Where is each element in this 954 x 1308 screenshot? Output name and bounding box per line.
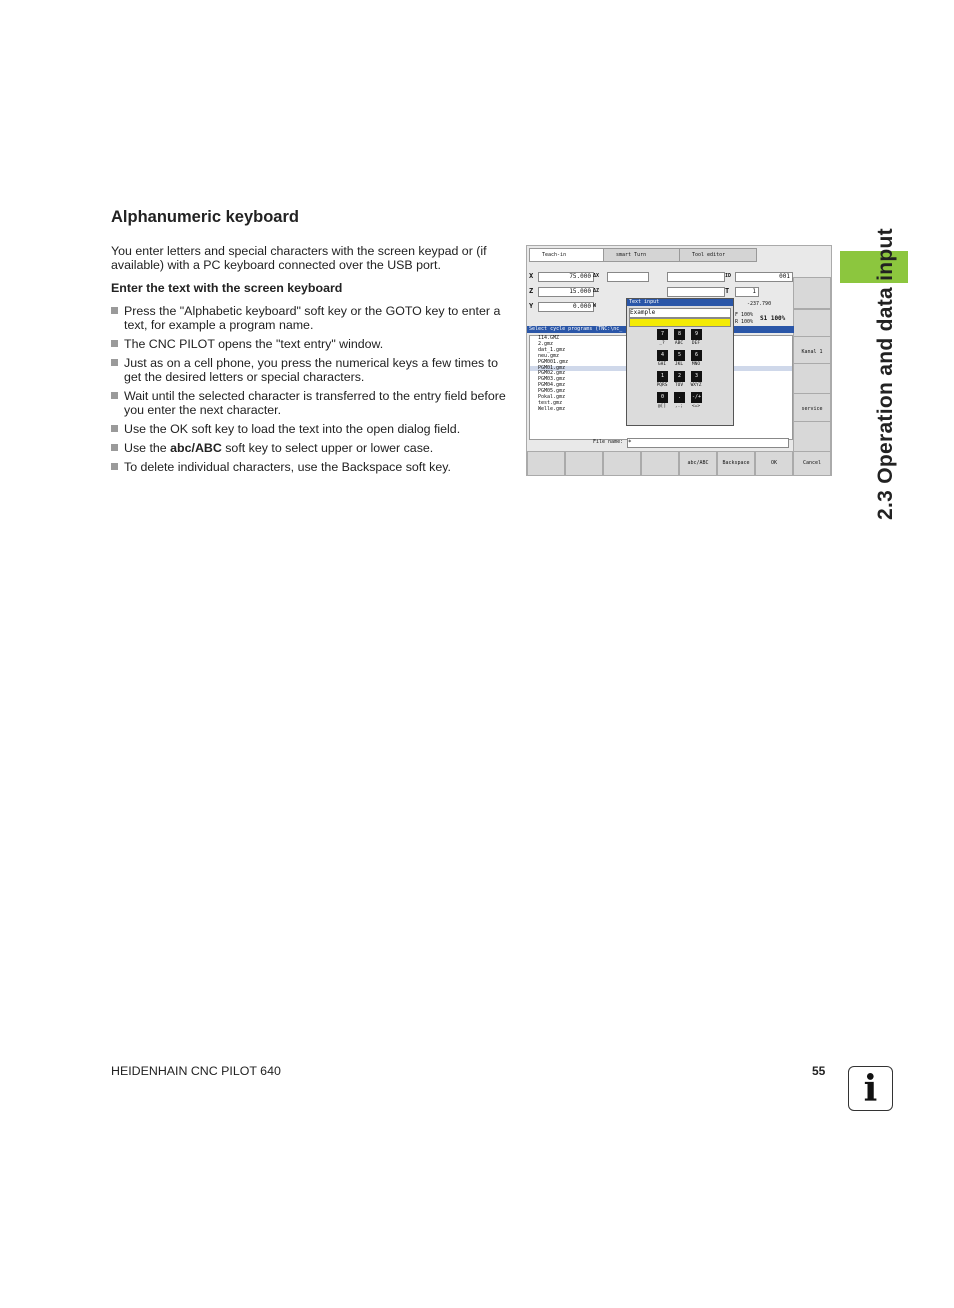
browser-title-bar: Select cycle programs (TNC:\nc_ xyxy=(527,326,794,333)
dialog-title: Text input xyxy=(627,299,733,306)
info-icon: i xyxy=(848,1066,893,1111)
axis-z-value: 15.000 xyxy=(538,287,594,297)
step-item: Use the abc/ABC soft key to select upper or lower case. xyxy=(111,441,511,455)
keypad-key[interactable]: 2 xyxy=(674,371,685,382)
keypad-key-letters: TUV xyxy=(674,383,684,388)
file-list-item[interactable]: Pokal.gmz xyxy=(538,394,566,401)
step-item: Use the OK soft key to load the text into the open dialog field. xyxy=(111,422,511,436)
axis-x-delta: ΔX xyxy=(593,273,600,279)
feed-override: F 100% xyxy=(735,312,754,318)
bottom-softkey-3[interactable] xyxy=(603,451,641,476)
bullet-square-icon xyxy=(111,359,118,366)
tool-value: 1 xyxy=(735,287,759,297)
id-label: ID xyxy=(725,273,732,279)
angle-value: -237.790 xyxy=(747,301,772,307)
step-item: Wait until the selected character is transferred to the entry field before you enter the next character. xyxy=(111,389,511,417)
file-list-item[interactable]: 2.gmz xyxy=(538,340,554,347)
bottom-softkey-4[interactable] xyxy=(641,451,679,476)
axis-x-label: X xyxy=(529,272,534,280)
keypad-key-letters: ,.; xyxy=(674,404,684,409)
file-list-item[interactable]: PGM01.gmz xyxy=(530,366,792,372)
spindle-override: S1 100% xyxy=(760,315,786,322)
axis-z-delta: ΔZ xyxy=(593,288,600,294)
bottom-softkey-1[interactable] xyxy=(527,451,565,476)
axis-y-value: 0.000 xyxy=(538,302,594,312)
keypad-key-letters: DEF xyxy=(691,341,701,346)
keypad-key[interactable]: 8 xyxy=(674,329,685,340)
softkey-backspace[interactable]: Backspace xyxy=(717,451,755,476)
keypad-key[interactable]: 5 xyxy=(674,350,685,361)
section-heading: Alphanumeric keyboard xyxy=(111,208,299,226)
axis-z-label: Z xyxy=(529,287,534,295)
file-list-item[interactable]: PGM02.gmz xyxy=(538,370,566,377)
keypad-key-letters: ABC xyxy=(674,341,684,346)
keypad-key-letters: <=> xyxy=(691,404,701,409)
keypad-key[interactable]: 1 xyxy=(657,371,668,382)
keypad-key[interactable]: . xyxy=(674,392,685,403)
id-value: 001 xyxy=(735,272,793,282)
text-entry-field[interactable]: Example xyxy=(629,308,731,318)
vertical-softkey-4[interactable] xyxy=(793,363,831,395)
file-list-item[interactable]: PGM03.gmz xyxy=(538,376,566,383)
keypad-key-letters: GHI xyxy=(657,362,667,367)
keypad-key-letters: @[] xyxy=(657,404,667,409)
axis-x-value: 75.000 xyxy=(538,272,594,282)
rapid-override: R 100% xyxy=(735,319,754,325)
bullet-square-icon xyxy=(111,392,118,399)
bullet-square-icon xyxy=(111,307,118,314)
softkey-abc[interactable]: abc/ABC xyxy=(679,451,717,476)
keypad-key[interactable]: 3 xyxy=(691,371,702,382)
kanal-softkey[interactable]: Kanal 1 xyxy=(793,336,831,368)
file-list-item[interactable]: PGM001.gmz xyxy=(538,358,569,365)
file-list-item[interactable]: neu.gmz xyxy=(538,352,560,359)
vertical-softkey-6[interactable] xyxy=(793,421,831,453)
file-list-item[interactable]: 114.GMZ xyxy=(538,335,560,341)
subheading: Enter the text with the screen keyboard xyxy=(111,281,343,295)
keypad-key-letters: JKL xyxy=(674,362,684,367)
keypad-key-letters: WXYZ xyxy=(690,383,702,388)
tab-smart-turn[interactable]: smart Turn xyxy=(603,248,681,262)
keypad-key[interactable]: -/+ xyxy=(691,392,702,403)
softkey-cancel[interactable]: Cancel xyxy=(793,451,831,476)
bullet-square-icon xyxy=(111,444,118,451)
bullet-square-icon xyxy=(111,340,118,347)
step-item: Just as on a cell phone, you press the numerical keys a few times to get the desired letters or special characters. xyxy=(111,356,511,384)
file-list-item[interactable]: Welle.gmz xyxy=(538,405,566,412)
file-list-item[interactable]: test.gmz xyxy=(538,399,563,406)
steps-list xyxy=(111,304,511,479)
service-softkey[interactable]: service xyxy=(793,393,831,425)
page-number: 55 xyxy=(812,1064,826,1078)
filename-input[interactable]: * xyxy=(627,438,789,448)
axis-y-delta: W xyxy=(593,303,597,309)
vertical-softkey-1[interactable] xyxy=(793,277,831,309)
filename-label: File name: xyxy=(593,439,624,445)
tab-tool-editor[interactable]: Tool editor xyxy=(679,248,757,262)
tool-label: T xyxy=(725,287,730,295)
file-list-item[interactable]: dat_1.gmz xyxy=(538,346,566,353)
file-list-item[interactable]: PGM04.gmz xyxy=(538,382,566,389)
axis-y-label: Y xyxy=(529,302,534,310)
keypad-key-letters: PQRS xyxy=(656,383,668,388)
keypad-key[interactable]: 4 xyxy=(657,350,668,361)
keypad-key[interactable]: 6 xyxy=(691,350,702,361)
cnc-screenshot xyxy=(526,245,832,476)
keypad-key-letters: _? xyxy=(659,341,665,346)
highlight-bar xyxy=(629,318,731,327)
step-item: To delete individual characters, use the Backspace soft key. xyxy=(111,460,511,474)
bullet-square-icon xyxy=(111,463,118,470)
bullet-square-icon xyxy=(111,425,118,432)
file-list-item[interactable]: PGM05.gmz xyxy=(538,388,566,395)
intro-paragraph: You enter letters and special characters with the screen keypad or (if available) with a PC keyboard connected over the USB port. xyxy=(111,244,487,272)
step-item: The CNC PILOT opens the "text entry" window. xyxy=(111,337,511,351)
chapter-title: 2.3 Operation and data input xyxy=(874,228,897,520)
keypad-key-letters: MNO xyxy=(691,362,701,367)
softkey-ok[interactable]: OK xyxy=(755,451,793,476)
text-input-dialog xyxy=(626,298,734,426)
keypad-key[interactable]: 0 xyxy=(657,392,668,403)
keypad-key[interactable]: 9 xyxy=(691,329,702,340)
keypad-key[interactable]: 7 xyxy=(657,329,668,340)
bottom-softkey-2[interactable] xyxy=(565,451,603,476)
step-item: Press the "Alphabetic keyboard" soft key or the GOTO key to enter a text, for example a program name. xyxy=(111,304,511,332)
footer-product: HEIDENHAIN CNC PILOT 640 xyxy=(111,1064,281,1078)
tab-teach-in[interactable]: Teach-in xyxy=(529,248,605,262)
